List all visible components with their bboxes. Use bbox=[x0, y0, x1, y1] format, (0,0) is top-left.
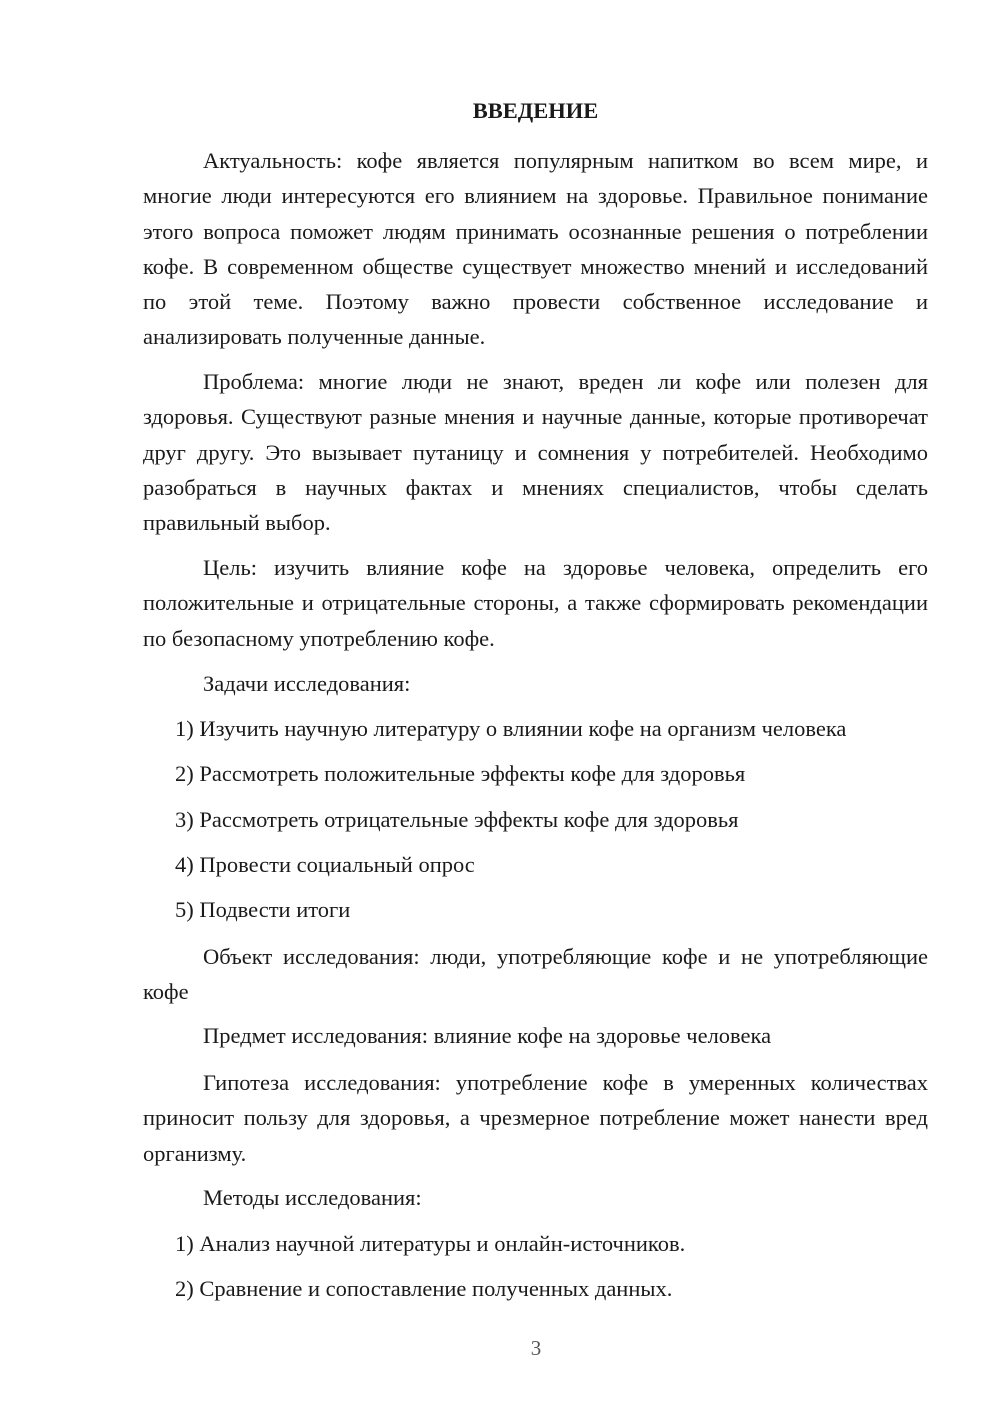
subject-line: Предмет исследования: влияние кофе на здоровье человека bbox=[203, 1023, 772, 1048]
object-paragraph: Объект исследования: люди, употребляющие кофе и не употребляющие кофе bbox=[143, 944, 928, 1005]
task-item-2: 2) Рассмотреть положительные эффекты кофе для здоровья bbox=[175, 761, 746, 786]
method-item-1: 1) Анализ научной литературы и онлайн-источников. bbox=[175, 1231, 686, 1256]
methods-heading: Методы исследования: bbox=[203, 1185, 422, 1210]
task-item-5: 5) Подвести итоги bbox=[175, 897, 351, 922]
relevance-paragraph: Актуальность: кофе является популярным напитком во всем мире, и многие люди интересуются его влиянием на здоровье. Правильное понимание этого вопроса поможет людям принимать осознанные решения о потреблении кофе. В современном обществе существует множество мнений и исследований по этой теме. Поэтому важно провести собственное исследование и анализировать полученные данные. bbox=[143, 148, 928, 350]
tasks-heading: Задачи исследования: bbox=[203, 671, 411, 696]
method-item-2: 2) Сравнение и сопоставление полученных данных. bbox=[175, 1276, 673, 1301]
task-item-1: 1) Изучить научную литературу о влиянии кофе на организм человека bbox=[175, 716, 847, 741]
task-item-4: 4) Провести социальный опрос bbox=[175, 852, 475, 877]
problem-paragraph: Проблема: многие люди не знают, вреден ли кофе или полезен для здоровья. Существуют разные мнения и научные данные, которые противоречат друг другу. Это вызывает путаницу и сомнения у потребителей. Необходимо разобраться в научных фактах и мнениях специалистов, чтобы сделать правильный выбор. bbox=[143, 369, 928, 536]
page-number: 3 bbox=[530, 1336, 542, 1360]
goal-paragraph: Цель: изучить влияние кофе на здоровье человека, определить его положительные и отрицательные стороны, а также сформировать рекомендации по безопасному употреблению кофе. bbox=[143, 555, 928, 651]
hypothesis-paragraph: Гипотеза исследования: употребление кофе в умеренных количествах приносит пользу для здоровья, а чрезмерное потребление может нанести вред организму. bbox=[143, 1070, 928, 1166]
section-title: ВВЕДЕНИЕ bbox=[472, 98, 599, 123]
task-item-3: 3) Рассмотреть отрицательные эффекты кофе для здоровья bbox=[175, 807, 739, 832]
